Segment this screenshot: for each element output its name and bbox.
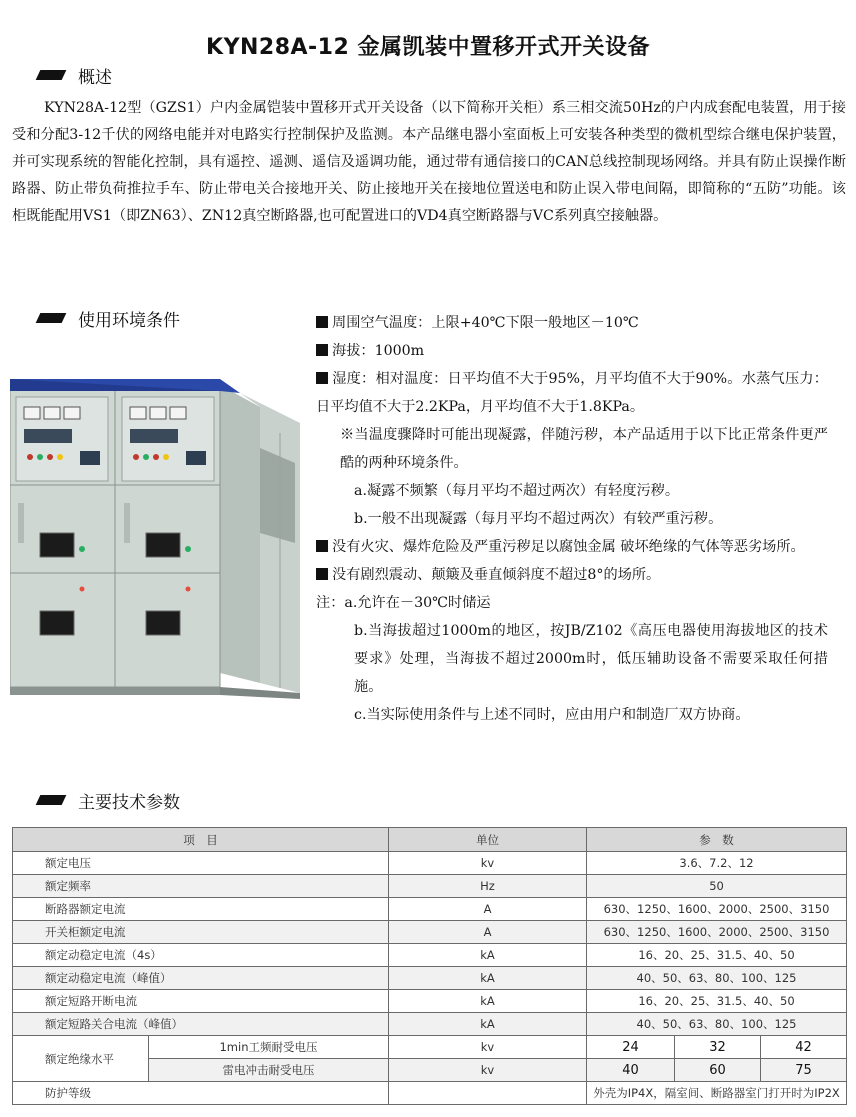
table-row: 额定短路开断电流 kA 16、20、25、31.5、40、50 [13, 990, 847, 1013]
table-row: 额定动稳定电流（峰值） kA 40、50、63、80、100、125 [13, 967, 847, 990]
overview-text: KYN28A-12型（GZS1）户内金属铠装中置移开式开关设备（以下简称开关柜）系三相交流50Hz的户内成套配电装置，用于接受和分配3-12千伏的网络电能并对电路实行控制保护及监测。本产品继电器小室面板上可安装各种类型的微机型综合继电保护装置，并可实现系统的智能化控制，具有遥控、遥测、遥信及遥调功能，通过带有通信接口的CAN总线控制现场网络。并具有防止误操作断路器、防止带负荷推拉手车、防止带电关合接地开关、防止接地开关在接地位置送电和防止误入带电间隔，即简称的“五防”功能。该柜既能配用VS1（即ZN63）、ZN12真空断路器,也可配置进口的VD4真空断路器与VC系列真空接触器。 [12, 100, 846, 224]
specs-heading: 主要技术参数 [78, 792, 180, 813]
env-item: 没有剧烈震动、颠簸及垂直倾斜度不超过8°的场所。 [316, 561, 828, 589]
specs-section-heading [38, 789, 180, 811]
env-note: b.当海拔超过1000m的地区，按JB/Z102《高压电器使用海拔地区的技术要求》处理，当海拔不超过2000m时，低压辅助设备不需要采取任何措施。 [354, 623, 828, 695]
header-unit: 单位 [389, 828, 587, 852]
square-bullet-icon [316, 540, 328, 552]
env-note: 注：a.允许在－30℃时储运 [316, 595, 491, 611]
env-item: b.一般不出现凝露（每月平均不超过两次）有较严重污秽。 [354, 511, 723, 527]
square-bullet-icon [316, 372, 328, 384]
page-title: KYN28A-12 金属凯装中置移开式开关设备 [206, 35, 650, 60]
env-item: a.凝露不频繁（每月平均不超过两次）有轻度污秽。 [354, 483, 680, 499]
overview-heading: 概述 [78, 67, 112, 88]
table-row: 额定绝缘水平 1min工频耐受电压 kv 24 32 42 [13, 1036, 847, 1059]
table-row: 雷电冲击耐受电压 kv 40 60 75 [13, 1059, 847, 1082]
env-item: 湿度：相对温度：日平均值不大于95%，月平均值不大于90%。水蒸气压力：日平均值不大于2.2KPa，月平均值不大于1.8KPa。 [316, 371, 828, 415]
table-row: 防护等级 外壳为IP4X，隔室间、断路器室门打开时为IP2X [13, 1082, 847, 1105]
section-bullet-icon [36, 70, 67, 80]
environment-heading: 使用环境条件 [78, 310, 180, 331]
environment-list [316, 309, 828, 729]
square-bullet-icon [316, 316, 328, 328]
env-item: 周围空气温度：上限+40℃下限一般地区－10℃ [316, 309, 828, 337]
square-bullet-icon [316, 568, 328, 580]
table-row: 断路器额定电流 A 630、1250、1600、2000、2500、3150 [13, 898, 847, 921]
env-item: ※当温度骤降时可能出现凝露，伴随污秽，本产品适用于以下比正常条件更严酷的两种环境条件。 [340, 427, 828, 471]
header-item: 项 目 [13, 828, 389, 852]
env-item: 没有火灾、爆炸危险及严重污秽足以腐蚀金属 破坏绝缘的气体等恶劣场所。 [316, 533, 828, 561]
table-row: 开关柜额定电流 A 630、1250、1600、2000、2500、3150 [13, 921, 847, 944]
table-row: 额定短路关合电流（峰值） kA 40、50、63、80、100、125 [13, 1013, 847, 1036]
square-bullet-icon [316, 344, 328, 356]
environment-section-heading [38, 307, 180, 329]
overview-paragraph [12, 95, 846, 230]
overview-section-heading [38, 64, 112, 86]
table-row: 额定动稳定电流（4s） kA 16、20、25、31.5、40、50 [13, 944, 847, 967]
specs-table-container [12, 827, 846, 1105]
header-value: 参 数 [587, 828, 847, 852]
insulation-label: 额定绝缘水平 [13, 1036, 149, 1082]
table-row: 额定电压 kv 3.6、7.2、12 [13, 852, 847, 875]
env-note: c.当实际使用条件与上述不同时，应由用户和制造厂双方协商。 [354, 707, 750, 723]
specs-table [12, 827, 847, 1105]
section-bullet-icon [36, 795, 67, 805]
switchgear-cabinet-image [10, 373, 300, 718]
section-bullet-icon [36, 313, 67, 323]
env-item: 海拔：1000m [316, 337, 828, 365]
table-row: 额定频率 Hz 50 [13, 875, 847, 898]
